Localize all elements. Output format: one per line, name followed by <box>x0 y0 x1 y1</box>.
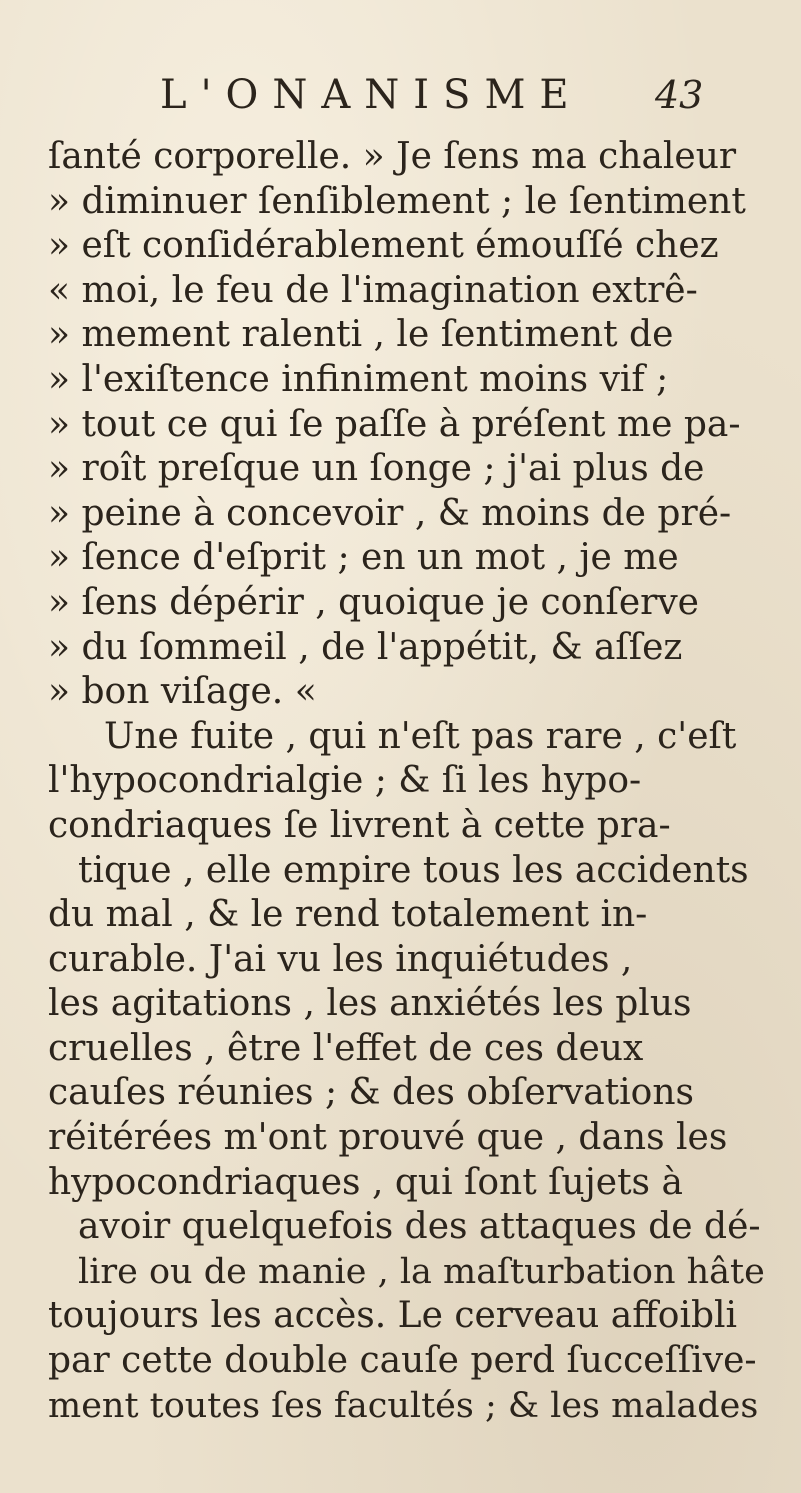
page-header <box>0 70 801 120</box>
text-line: tique , elle empire tous les accidents <box>78 849 749 891</box>
text-line: » ſence d'eſprit ; en un mot , je me <box>48 537 679 579</box>
text-line: cauſes réunies ; & des obſervations <box>48 1072 694 1114</box>
text-line: ment toutes ſes facultés ; & les malades <box>48 1385 759 1426</box>
text-line: » ſens dépérir , quoique je conſerve <box>48 581 699 623</box>
running-title: L'ONANISME <box>160 72 583 118</box>
paragraph-start-line: Une fuite , qui n'eſt pas rare , c'eſt <box>104 715 737 757</box>
text-line: les agitations , les anxiétés les plus <box>48 983 692 1025</box>
text-line: curable. J'ai vu les inquiétudes , <box>48 938 633 980</box>
text-line: ſanté corporelle. » Je ſens ma chaleur <box>48 136 737 177</box>
text-line: » bon viſage. « <box>48 671 317 713</box>
text-line: » du ſommeil , de l'appétit, & aſſez <box>48 626 683 668</box>
text-line: l'hypocondrialgie ; & ſi les hypo- <box>48 760 642 802</box>
text-line: » diminuer ſenſiblement ; le ſentiment <box>48 180 746 222</box>
text-line: toujours les accès. Le cerveau affoibli <box>48 1295 738 1337</box>
text-line: hypocondriaques , qui ſont ſujets à <box>48 1161 683 1203</box>
text-line: avoir quelquefois des attaques de dé- <box>78 1206 761 1248</box>
text-line: cruelles , être l'effet de ces deux <box>48 1027 644 1069</box>
text-line: » mement ralenti , le ſentiment de <box>48 314 674 356</box>
text-line: » eſt conſidérablement émouſſé chez <box>48 225 719 267</box>
page-number: 43 <box>655 73 704 117</box>
text-line: du mal , & le rend totalement in- <box>48 894 648 936</box>
text-line: réitérées m'ont prouvé que , dans les <box>48 1117 728 1159</box>
text-line: » peine à concevoir , & moins de pré- <box>48 492 732 534</box>
text-line: par cette double cauſe perd ſucceſſive- <box>48 1340 757 1382</box>
text-line: « moi, le feu de l'imagination extrê- <box>48 269 698 311</box>
body-text <box>48 135 768 1428</box>
text-line: condriaques ſe livrent à cette pra- <box>48 804 671 846</box>
text-line: » tout ce qui ſe paſſe à préſent me pa- <box>48 403 741 445</box>
text-line: lire ou de manie , la maſturbation hâte <box>78 1251 765 1292</box>
text-line: » roît preſque un ſonge ; j'ai plus de <box>48 448 705 490</box>
text-line: » l'exiſtence infiniment moins vif ; <box>48 358 669 400</box>
